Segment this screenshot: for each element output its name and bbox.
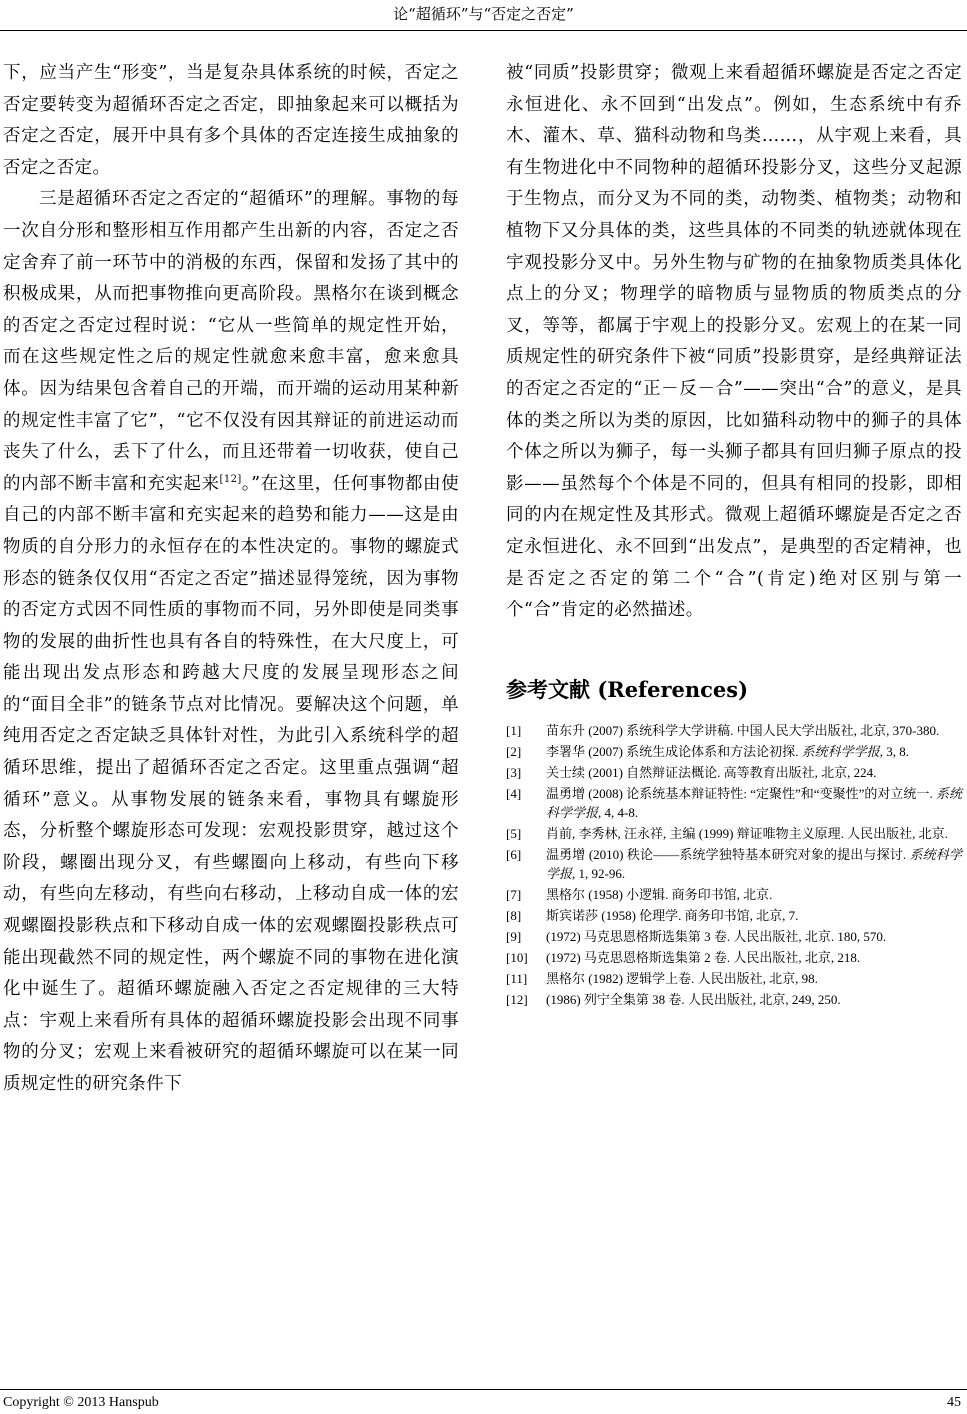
paragraph-continuation: 下，应当产生“形变”，当是复杂具体系统的时候，否定之否定要转变为超循环否定之否定，即抽象起来可以概括为否定之否定，展开中具有多个具体的否定连接生成抽象的否定之否定。	[3, 63, 459, 178]
reference-number: [5]	[506, 825, 522, 841]
reference-number: [2]	[506, 743, 522, 759]
paragraph-text-part1: 三是超循环否定之否定的“超循环”的理解。事物的每一次自分形和整形相互作用都产生出新的内容，否定之否定舍弃了前一环节中的消极的东西，保留和发扬了其中的积极成果，从而把事物推向更高阶段。黑格尔在谈到概念的否定之否定过程时说：“它从一些简单的规定性开始，而在这些规定性之后的规定性就愈来愈丰富，愈来愈具体。因为结果包含着自己的开端，而开端的运动用某种新的规定性丰富了它”，“它不仅没有因其辩证的前进运动而丧失了什么，丢下了什么，而且还带着一切收获，使自己的内部不断丰富和充实起来	[3, 189, 459, 494]
reference-text: 黑格尔 (1982) 逻辑学上卷. 人民出版社, 北京, 98.	[546, 970, 818, 986]
reference-number: [6]	[506, 846, 522, 862]
reference-number: [10]	[506, 949, 528, 965]
references-heading	[506, 675, 962, 705]
reference-number: [4]	[506, 785, 522, 801]
reference-text: 肖前, 李秀林, 汪永祥, 主编 (1999) 辩证唯物主义原理. 人民出版社, 北京.	[546, 825, 948, 841]
reference-item	[506, 742, 962, 761]
reference-journal: 系统科学学报	[801, 743, 880, 759]
paragraph-continuation-right: 被“同质”投影贯穿；微观上来看超循环螺旋是否定之否定永恒进化、永不回到“出发点”。例如，生态系统中有乔木、灌木、草、猫科动物和鸟类……，从宇观上来看，具有生物进化中不同物种的超循环投影分叉，这些分叉起源于生物点，而分叉为不同的类，动物类、植物类；动物和植物下又分具体的类，这些具体的不同类的轨迹就体现在宇观投影分叉中。另外生物与矿物的在抽象物质类具体化点上的分叉；物理学的暗物质与显物质的物质类点的分叉，等等，都属于宇观上的投影分叉。宏观上的在某一同质规定性的研究条件下被“同质”投影贯穿，是经典辩证法的否定之否定的“正－反－合”——突出“合”的意义，是具体的类之所以为类的原因，比如猫科动物中的狮子的具体个体之所以为狮子，每一头狮子都具有回归狮子原点的投影——虽然每个个体是不同的，但具有相同的投影，即相同的内在规定性及其形式。微观上超循环螺旋是否定之否定永恒进化、永不回到“出发点”，是典型的否定精神，也是否定之否定的第二个“合”(肯定)绝对区别与第一个“合”肯定的必然描述。	[506, 63, 962, 621]
running-header: 论“超循环”与“否定之否定”	[393, 5, 574, 23]
reference-text: (1972) 马克思恩格斯选集第 3 卷. 人民出版社, 北京. 180, 570.	[546, 928, 887, 944]
reference-item	[506, 990, 962, 1009]
reference-journal: 系统科学学报	[546, 846, 962, 881]
reference-text	[546, 742, 962, 761]
reference-item	[506, 784, 962, 822]
reference-post: , 3, 8.	[879, 743, 909, 759]
references-list	[506, 721, 962, 1009]
reference-text	[546, 784, 962, 822]
reference-text: (1986) 列宁全集第 38 卷. 人民出版社, 北京, 249, 250.	[546, 991, 841, 1007]
reference-text: 黑格尔 (1958) 小逻辑. 商务印书馆, 北京.	[546, 886, 773, 902]
reference-item	[506, 845, 962, 883]
page-number: 45	[947, 1395, 961, 1410]
left-column	[3, 58, 459, 1101]
references-heading-cn: 参考文献	[506, 676, 590, 702]
reference-number: [3]	[506, 764, 522, 780]
references-heading-en: (References)	[597, 676, 749, 702]
reference-journal: 系统科学学报	[546, 785, 962, 820]
reference-number: [8]	[506, 907, 522, 923]
reference-item	[506, 906, 962, 925]
reference-text: 关士续 (2001) 自然辩证法概论. 高等教育出版社, 北京, 224.	[546, 764, 877, 780]
reference-number: [9]	[506, 928, 522, 944]
reference-item	[506, 763, 962, 782]
reference-text: 斯宾诺莎 (1958) 伦理学. 商务印书馆, 北京, 7.	[546, 907, 799, 923]
citation-12: [12]	[219, 473, 242, 485]
reference-pre: 温勇增 (2008) 论系统基本辩证特性: “定聚性”和“变聚性”的对立统一.	[546, 785, 936, 801]
right-column	[506, 58, 962, 1011]
reference-text	[546, 845, 962, 883]
reference-post: , 1, 92-96.	[572, 865, 626, 881]
reference-number: [7]	[506, 886, 522, 902]
reference-item	[506, 927, 962, 946]
reference-number: [12]	[506, 991, 528, 1007]
reference-post: , 4, 4-8.	[598, 804, 639, 820]
header-rule	[0, 30, 967, 31]
reference-number: [1]	[506, 722, 522, 738]
reference-number: [11]	[506, 970, 528, 986]
reference-text: (1972) 马克思恩格斯选集第 2 卷. 人民出版社, 北京, 218.	[546, 949, 861, 965]
footer-rule	[0, 1389, 967, 1390]
reference-item	[506, 824, 962, 843]
copyright-notice: Copyright © 2013 Hanspub	[3, 1395, 159, 1410]
reference-pre: 温勇增 (2010) 秩论——系统学独特基本研究对象的提出与探讨.	[546, 846, 910, 862]
paragraph-hypercycle-understanding	[3, 184, 459, 1100]
reference-item	[506, 969, 962, 988]
reference-text: 苗东升 (2007) 系统科学大学讲稿. 中国人民大学出版社, 北京, 370-380.	[546, 722, 940, 738]
reference-item	[506, 948, 962, 967]
reference-item	[506, 885, 962, 904]
paragraph-text-part2: 。”在这里，任何事物都由使自己的内部不断丰富和充实起来的趋势和能力——这是由物质的自分形力的永恒存在的本性决定的。事物的螺旋式形态的链条仅仅用“否定之否定”描述显得笼统，因为事物的否定方式因不同性质的事物而不同，另外即使是同类事物的发展的曲折性也具有各自的特殊性，在大尺度上，可能出现出发点形态和跨越大尺度的发展呈现形态之间的“面目全非”的链条节点对比情况。要解决这个问题，单纯用否定之否定缺乏具体针对性，为此引入系统科学的超循环思维，提出了超循环否定之否定。这里重点强调“超循环”意义。从事物发展的链条来看，事物具有螺旋形态，分析整个螺旋形态可发现：宏观投影贯穿，越过这个阶段，螺圈出现分叉，有些螺圈向上移动，有些向下移动，有些向左移动，有些向右移动，上移动自成一体的宏观螺圈投影秩点和下移动自成一体的宏观螺圈投影秩点可能出现截然不同的规定性，两个螺旋不同的事物在进化演化中诞生了。超循环螺旋融入否定之否定规律的三大特点：宇观上来看所有具体的超循环螺旋投影会出现不同事物的分叉；宏观上来看被研究的超循环螺旋可以在某一同质规定性的研究条件下	[3, 473, 459, 1094]
reference-pre: 李署华 (2007) 系统生成论体系和方法论初探.	[546, 743, 802, 759]
reference-item	[506, 721, 962, 740]
